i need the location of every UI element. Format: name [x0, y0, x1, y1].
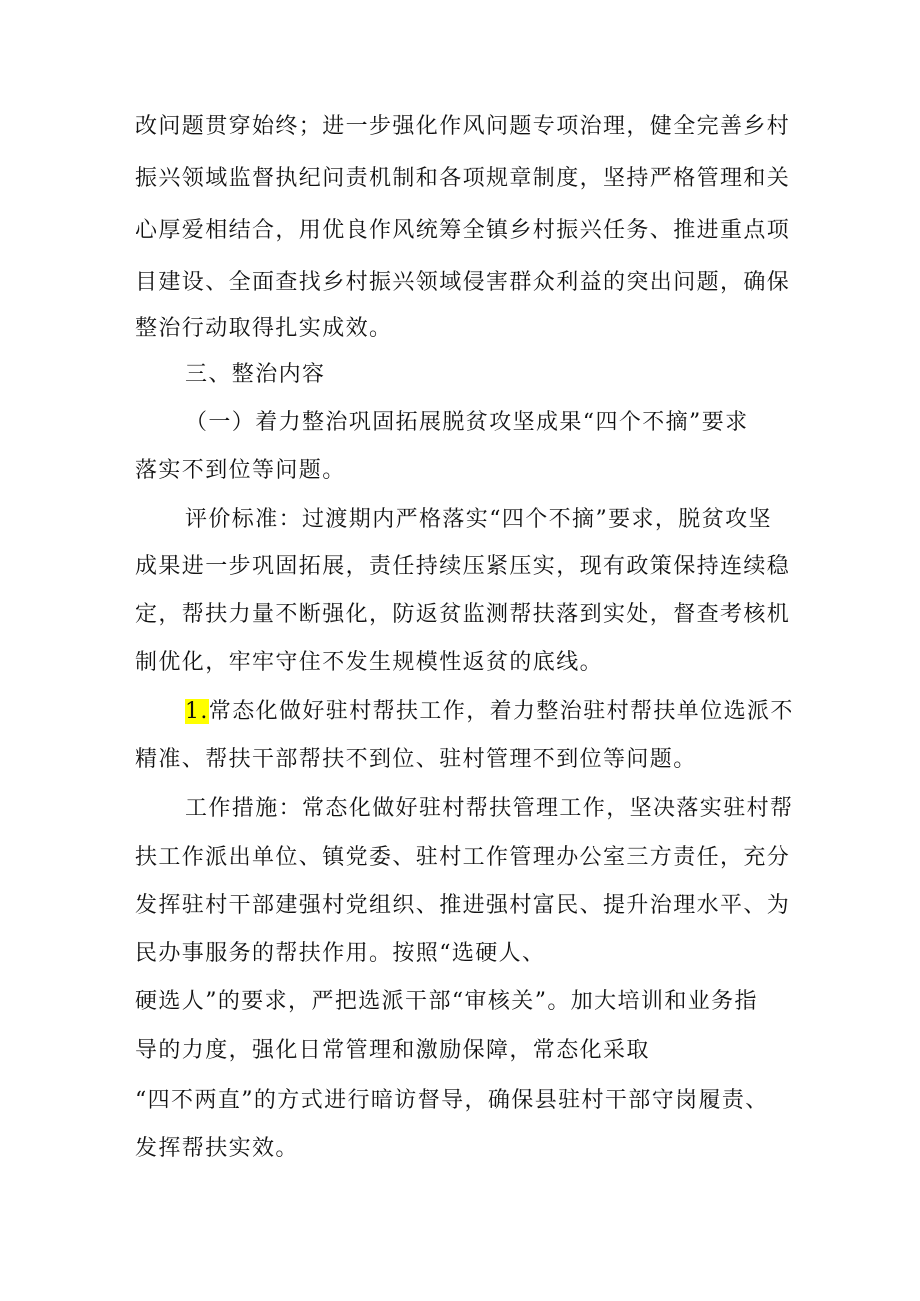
text-line: 硬选人”的要求，严把选派干部“审核关”。加大培训和业务指: [135, 989, 758, 1014]
text-line: “四不两直”的方式进行暗访督导，确保县驻村干部守岗履责、: [135, 1088, 769, 1113]
text-line: 发挥帮扶实效。: [135, 1136, 299, 1161]
text-line: 导的力度，强化日常管理和激励保障，常态化采取: [135, 1038, 650, 1063]
text-line: 振兴领域监督执纪问责机制和各项规章制度，坚持严格管理和关: [135, 166, 791, 191]
text-line: 改问题贯穿始终；进一步强化作风问题专项治理，健全完善乡村: [135, 114, 791, 139]
text-line: 精准、帮扶干部帮扶不到位、驻村管理不到位等问题。: [135, 747, 697, 772]
text-line: 评价标准：过渡期内严格落实“四个不摘”要求，脱贫攻坚: [185, 507, 772, 532]
sub-heading-continuation: 落实不到位等问题。: [135, 458, 346, 483]
item-number-highlight: 1.: [185, 699, 209, 724]
text-line: 定，帮扶力量不断强化，防返贫监测帮扶落到实处，督查考核机: [135, 602, 791, 627]
text-line: 工作措施：常态化做好驻村帮扶管理工作，坚决落实驻村帮: [185, 796, 794, 821]
text-line: 制优化，牢牢守住不发生规模性返贫的底线。: [135, 650, 604, 675]
text-line: 目建设、全面查找乡村振兴领域侵害群众利益的突出问题，确保: [135, 270, 791, 295]
item-1-text: 常态化做好驻村帮扶工作，着力整治驻村帮扶单位选派不: [208, 699, 794, 724]
text-line: 民办事服务的帮扶作用。按照“选硬人、: [135, 941, 546, 966]
section-heading: 三、整治内容: [185, 362, 326, 387]
text-line: 发挥驻村干部建强村党组织、推进强村富民、提升治理水平、为: [135, 893, 791, 918]
text-line: 成果进一步巩固拓展，责任持续压紧压实，现有政策保持连续稳: [135, 554, 791, 579]
sub-heading: （一）着力整治巩固拓展脱贫攻坚成果“四个不摘”要求: [185, 410, 749, 435]
text-line: 扶工作派出单位、镇党委、驻村工作管理办公室三方责任，充分: [135, 845, 791, 870]
item-1-line: [185, 697, 794, 727]
text-line: 整治行动取得扎实成效。: [135, 316, 393, 341]
text-line: 心厚爱相结合，用优良作风统筹全镇乡村振兴任务、推进重点项: [135, 218, 791, 243]
